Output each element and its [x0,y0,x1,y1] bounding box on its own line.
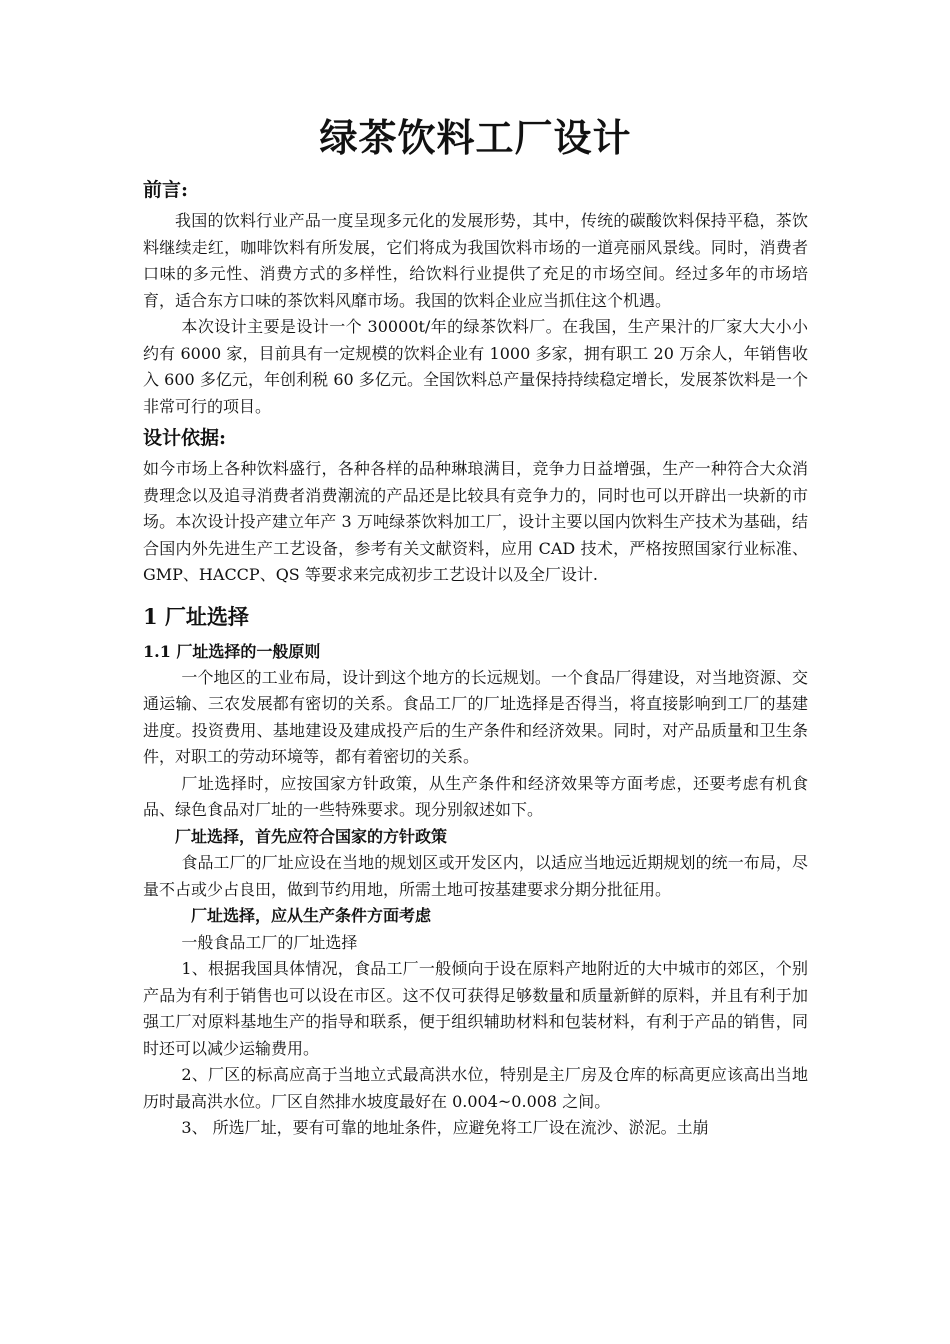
preface-paragraph-2: 本次设计主要是设计一个 30000t/年的绿茶饮料厂。在我国，生产果汁的厂家大大小小约有 6000 家，目前具有一定规模的饮料企业有 1000 多家，拥有职工 20 万余人，年销售收入 600 多亿元，年创利税 60 多亿元。全国饮料总产量保持持续稳定增长，发展茶饮料是一个非常可行的项目。 [143,317,808,416]
preface-paragraph-1: 我国的饮料行业产品一度呈现多元化的发展形势，其中，传统的碳酸饮料保持平稳，茶饮料继续走红，咖啡饮料有所发展，它们将成为我国饮料市场的一道亮丽风景线。同时，消费者口味的多元性、消费方式的多样性，给饮料行业提供了充足的市场空间。经过多年的市场培育，适合东方口味的茶饮料风靡市场。我国的饮料企业应当抓住这个机遇。 [143,211,808,310]
basis-paragraph: 如今市场上各种饮料盛行，各种各样的品种琳琅满目，竞争力日益增强，生产一种符合大众消费理念以及追寻消费者消费潮流的产品还是比较具有竞争力的，同时也可以开辟出一块新的市场。本次设计投产建立年产 3 万吨绿茶饮料加工厂，设计主要以国内饮料生产技术为基础，结合国内外先进生产工艺设备，参考有关文献资料，应用 CAD 技术，严格按照国家行业标准、GMP、HACCP、QS 等要求来完成初步工艺设计以及全厂设计. [143,459,808,584]
subheading-policy: 厂址选择，首先应符合国家的方针政策 [175,826,448,846]
preface-heading: 前言: [143,179,189,201]
section-1-1-heading: 1.1 厂址选择的一般原则 [143,641,321,661]
list-item-2: 2、厂区的标高应高于当地立式最高洪水位，特别是主厂房及仓库的标高更应该高出当地历时最高洪水位。厂区自然排水坡度最好在 0.004~0.008 之间。 [143,1065,808,1111]
policy-paragraph: 食品工厂的厂址应设在当地的规划区或开发区内，以适应当地远近期规划的统一布局，尽量不占或少占良田，做到节约用地，所需土地可按基建要求分期分批征用。 [143,853,808,899]
section-1-1-paragraph-2: 厂址选择时，应按国家方针政策，从生产条件和经济效果等方面考虑，还要考虑有机食品、绿色食品对厂址的一些特殊要求。现分别叙述如下。 [143,773,808,819]
list-item-1: 1、根据我国具体情况，食品工厂一般倾向于设在原料产地附近的大中城市的郊区，个别产品为有利于销售也可以设在市区。这不仅可获得足够数量和质量新鲜的原料，并且有利于加强工厂对原料基地生产的指导和联系，便于组织辅助材料和包装材料，有利于产品的销售，同时还可以减少运输费用。 [143,959,808,1058]
basis-heading: 设计依据: [143,427,227,449]
subheading-production: 厂址选择，应从生产条件方面考虑 [191,906,432,925]
list-item-3: 3、 所选厂址，要有可靠的地址条件，应避免将工厂设在流沙、淤泥。土崩 [181,1118,709,1137]
general-site-line: 一般食品工厂的厂址选择 [181,932,358,952]
document-body [143,108,808,1142]
document-title: 绿茶饮料工厂设计 [319,115,632,160]
section-1-heading: 1 厂址选择 [143,603,249,629]
section-1-1-paragraph-1: 一个地区的工业布局，设计到这个地方的长远规划。一个食品厂得建设，对当地资源、交通运输、三农发展都有密切的关系。食品工厂的厂址选择是否得当，将直接影响到工厂的基建进度。投资费用、基地建设及建成投产后的生产条件和经济效果。同时，对产品质量和卫生条件，对职工的劳动环境等，都有着密切的关系。 [143,667,808,766]
